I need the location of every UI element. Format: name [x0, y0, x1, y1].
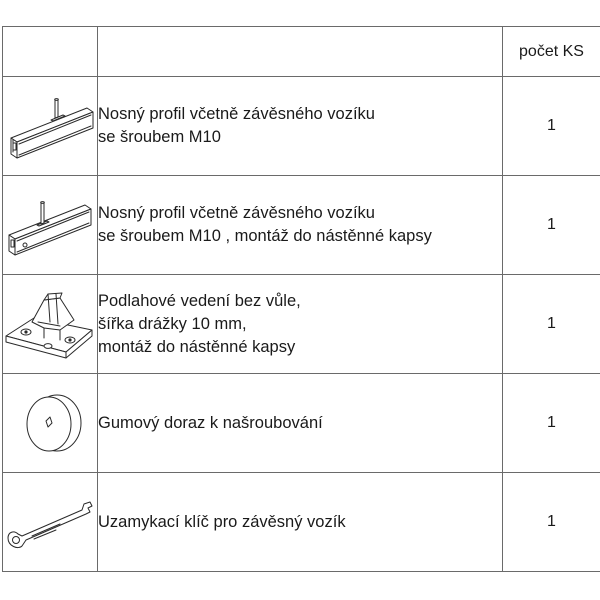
- part-quantity: 1: [503, 374, 600, 473]
- part-description: Podlahové vedení bez vůle, šířka drážky 10 mm, montáž do nástěnné kapsy: [98, 275, 503, 374]
- part-quantity: 1: [503, 77, 600, 176]
- part-quantity: 1: [503, 176, 600, 275]
- parts-table: [2, 26, 600, 572]
- header-quantity: počet KS: [503, 27, 600, 77]
- floor-guide-icon: [4, 278, 96, 370]
- locking-key-icon: [4, 476, 96, 568]
- part-image-cell: [3, 77, 98, 176]
- table-row: [3, 77, 600, 176]
- table-row: [3, 473, 600, 572]
- part-image-cell: [3, 374, 98, 473]
- table-row: [3, 374, 600, 473]
- part-description: Gumový doraz k našroubování: [98, 374, 503, 473]
- rubber-stopper-icon: [5, 377, 95, 469]
- table-header-row: [3, 27, 600, 77]
- part-description: Uzamykací klíč pro závěsný vozík: [98, 473, 503, 572]
- part-image-cell: [3, 176, 98, 275]
- carrier-profile-wall-pocket-icon: [5, 179, 95, 271]
- header-image-cell: [3, 27, 98, 77]
- part-quantity: 1: [503, 275, 600, 374]
- part-description: Nosný profil včetně závěsného vozíku se šroubem M10 , montáž do nástěnné kapsy: [98, 176, 503, 275]
- part-description: Nosný profil včetně závěsného vozíku se šroubem M10: [98, 77, 503, 176]
- part-image-cell: [3, 473, 98, 572]
- header-description-cell: [98, 27, 503, 77]
- part-quantity: 1: [503, 473, 600, 572]
- carrier-profile-with-trolley-icon: [5, 80, 95, 172]
- table-row: [3, 176, 600, 275]
- table-row: [3, 275, 600, 374]
- part-image-cell: [3, 275, 98, 374]
